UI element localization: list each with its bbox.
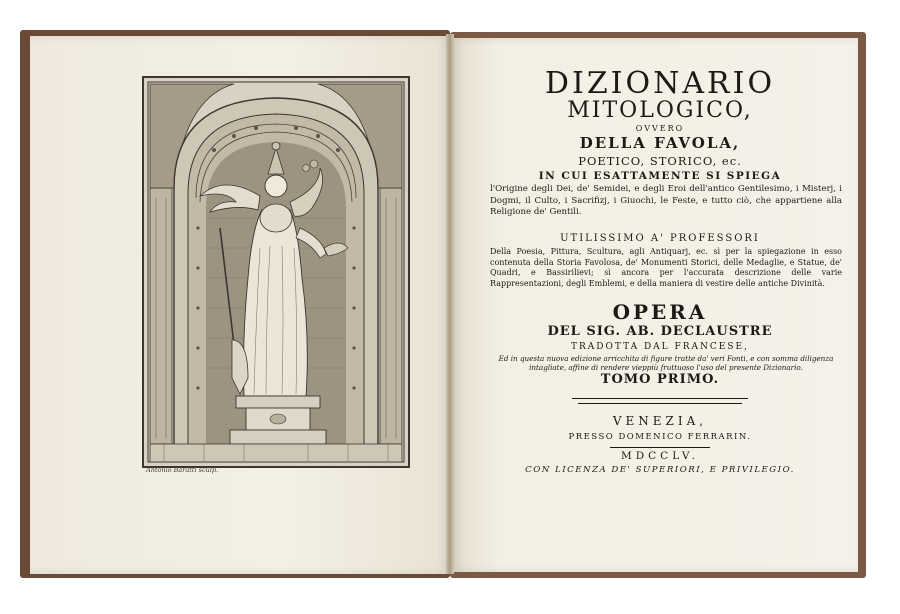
subtitle-della-favola: DELLA FAVOLA, bbox=[579, 134, 741, 152]
edition-note: Ed in questa nuova edizione arricchita di figure tratte da' veri Fonti, e con somma diligenza intagliate, affine di rendere vieppiù fruttuoso l'uso del presente Dizionario. bbox=[498, 354, 834, 373]
engraving-illustration bbox=[144, 78, 408, 466]
translation-line: TRADOTTA DAL FRANCESE, bbox=[571, 342, 749, 352]
subtitle-poetico: POETICO, STORICO, ec. bbox=[578, 154, 742, 168]
divider-rule-bottom bbox=[578, 403, 742, 404]
title-line-2: MITOLOGICO, bbox=[567, 98, 753, 123]
divider-rule-top bbox=[572, 398, 748, 399]
ovvero-line: OVVERO bbox=[635, 124, 685, 133]
engraver-credit: Antonio Baratti sculp. bbox=[146, 466, 219, 474]
imprint-printer: PRESSO DOMENICO FERRARIN. bbox=[568, 432, 752, 442]
imprint-rule bbox=[610, 447, 710, 448]
book-gutter bbox=[446, 34, 454, 574]
description-paragraph: l'Origine degli Dei, de' Semidei, e degli Eroi dell'antico Gentilesimo, i Misterj, i Dogmi, il Culto, i Sacrifizj, i Giuochi, le Feste, e tutto ciò, che appartiene alla Religione de' Gentili. bbox=[490, 184, 842, 218]
author-line: DEL SIG. AB. DECLAUSTRE bbox=[547, 324, 773, 339]
frontispiece-engraving bbox=[142, 76, 410, 468]
imprint-date: MDCCLV. bbox=[620, 450, 700, 462]
opera-heading: OPERA bbox=[612, 300, 708, 324]
in-cui-heading: IN CUI ESATTAMENTE SI SPIEGA bbox=[538, 170, 782, 182]
title-line-1: DIZIONARIO bbox=[544, 66, 776, 101]
volume-line: TOMO PRIMO. bbox=[600, 372, 720, 387]
imprint-city: VENEZIA, bbox=[612, 414, 708, 428]
license-line: CON LICENZA DE' SUPERIORI, E PRIVILEGIO. bbox=[525, 465, 795, 475]
utilissimo-heading: UTILISSIMO A' PROFESSORI bbox=[560, 233, 760, 244]
professori-paragraph: Della Poesia, Pittura, Scultura, agli Antiquarj, ec. sì per la spiegazione in esso contenuta della Storia Favolosa, de' Monumenti Storici, delle Medaglie, e Statue, de' Quadri, e Bassirilievi; sì ancora per l'accurata descrizione delle varie Rappresentazioni, degli Emblemi, e della maniera di vestire delle antiche Divinità. bbox=[490, 247, 842, 288]
